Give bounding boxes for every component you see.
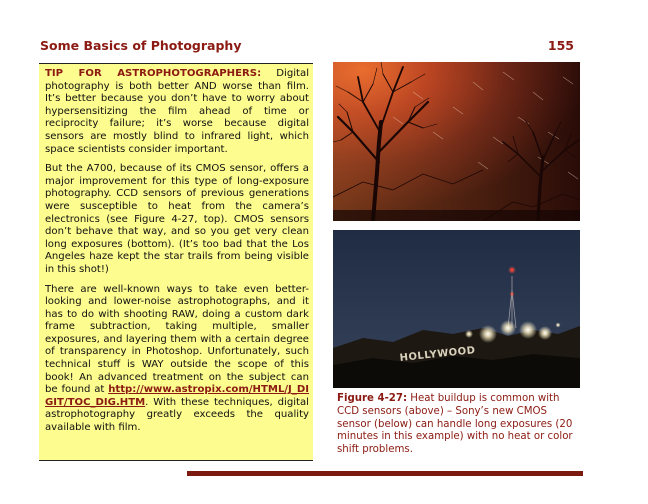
hollywood-sign: HOLLYWOOD	[399, 345, 477, 364]
tip-heading: TIP FOR ASTROPHOTOGRAPHERS:	[45, 68, 262, 79]
ccd-star-trails-photo	[333, 62, 580, 221]
tip-paragraph-2: But the A700, because of its CMOS sensor, offers a major improvement for this type of long-exposure photography. CCD sensors of previous generations were susceptible to heat from the camera’s electronics (see Figure 4-27, top). CMOS sensors don’t behave that way, and so you get very clean long exposures (bottom). (It’s too bad that the Los Angeles haze kept the star trails from being visible in this shot!)	[45, 163, 309, 275]
tip-paragraph-3-text: There are well-known ways to take even better-looking and lower-noise astrophotographs, and it has to do with shooting RAW, doing a custom dark frame subtraction, taking multiple, smaller exposures, and layering them with a certain degree of transparency in Photoshop. Unfortunately, such technical stuff is WAY outside the scope of this book! An advanced treatment on the subject can be found at	[45, 283, 309, 396]
figure-caption	[337, 393, 583, 457]
figure-label: Figure 4-27:	[337, 393, 408, 404]
figure-caption-text: Heat buildup is common with CCD sensors (above) – Sony’s new CMOS sensor (below) can handle long exposures (20 minutes in this example) with no heat or color shift problems.	[337, 393, 573, 456]
tip-paragraph-1-text: Digital photography is both better AND worse than film. It’s better because you don’t have to worry about hypersensitizing the film ahead of time or reciprocity failure; it’s worse because digital sensors are mostly blind to infrared light, which space scientists consider important.	[45, 68, 309, 155]
astropix-link[interactable]: http://www.astropix.com/HTML/J_DIGIT/TOC_DIG.HTM	[45, 384, 309, 408]
tip-box	[39, 63, 313, 461]
page-header	[40, 38, 574, 56]
running-title: Some Basics of Photography	[40, 38, 242, 53]
footer-rule	[187, 471, 583, 476]
page-number: 155	[547, 38, 574, 53]
cmos-hollywood-photo	[333, 230, 580, 388]
tip-paragraph-1	[45, 68, 309, 156]
tip-paragraph-3-end: . With these techniques, digital astrophotography greatly exceeds the quality available with film.	[45, 396, 309, 434]
tip-paragraph-3	[45, 284, 309, 435]
